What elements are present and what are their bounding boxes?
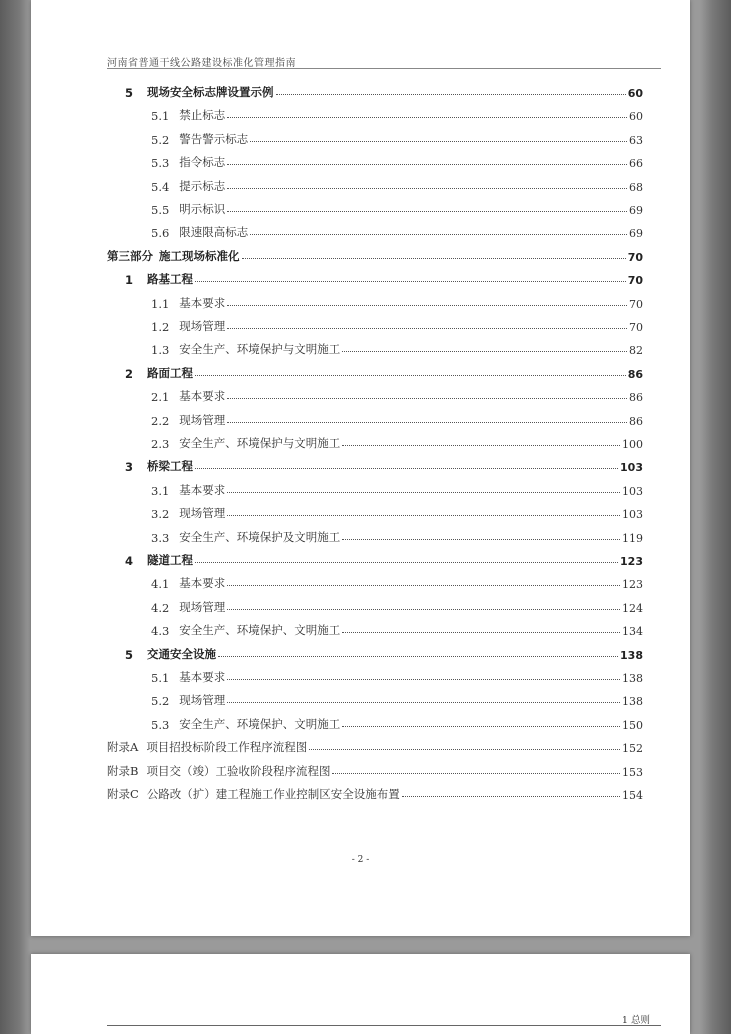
toc-entry[interactable] (151, 501, 643, 521)
toc-entry-page: 69 (629, 204, 643, 217)
toc-entry[interactable] (151, 220, 643, 240)
toc-entry[interactable] (151, 688, 643, 708)
toc-entry[interactable] (151, 571, 643, 591)
toc-leader-dots (227, 164, 627, 165)
toc-entry-page: 123 (622, 578, 643, 592)
toc-entry-number: 2.2 (151, 413, 170, 428)
toc-entry[interactable] (151, 337, 643, 357)
toc-entry-number: 5.4 (151, 179, 170, 194)
toc-entry-page: 103 (622, 508, 643, 522)
toc-entry-title: 明示标识 (179, 202, 226, 216)
toc-leader-dots (227, 585, 620, 586)
toc-leader-dots (227, 211, 627, 212)
toc-entry[interactable] (125, 454, 643, 474)
toc-entry-title: 路基工程 (147, 272, 194, 287)
toc-entry-page: 86 (629, 414, 643, 428)
toc-entry-title: 基本要求 (179, 670, 226, 684)
toc-entry-number: 4 (125, 554, 134, 568)
toc-entry-page: 103 (620, 461, 643, 475)
toc-entry-title: 基本要求 (179, 482, 226, 497)
toc-entry-number: 2.3 (151, 437, 170, 451)
page-number: - 2 - (351, 855, 370, 865)
toc-entry[interactable] (125, 548, 643, 568)
toc-entry-title: 施工现场标准化 (159, 248, 240, 263)
toc-entry-title: 现场管理 (179, 599, 226, 614)
toc-leader-dots (332, 773, 620, 774)
toc-entry[interactable] (151, 314, 643, 334)
toc-entry-title: 现场管理 (179, 506, 226, 521)
toc-entry[interactable] (107, 735, 643, 755)
toc-entry-title: 安全生产、环境保护及文明施工 (179, 529, 341, 544)
running-header: 河南省普通干线公路建设标准化管理指南 (107, 58, 296, 69)
toc-entry[interactable] (151, 150, 643, 170)
toc-entry-number: 5.3 (151, 717, 170, 732)
toc-entry-number: 2.1 (151, 390, 170, 405)
toc-leader-dots (218, 656, 618, 657)
toc-entry-number: 3.3 (151, 530, 170, 545)
toc-leader-dots (227, 609, 620, 610)
toc-entry-title: 基本要求 (179, 389, 226, 404)
next-page-header-rule (107, 1025, 661, 1026)
toc-entry-title: 公路改（扩）建工程施工作业控制区安全设施布置 (146, 787, 400, 801)
toc-entry-number: 3 (125, 460, 134, 475)
toc-entry-title: 现场管理 (179, 412, 226, 427)
toc-entry[interactable] (151, 174, 643, 194)
toc-entry-title: 警告警示标志 (179, 131, 249, 146)
toc-entry-page: 152 (622, 742, 643, 756)
toc-leader-dots (227, 398, 627, 399)
toc-leader-dots (227, 305, 627, 306)
toc-entry[interactable] (151, 618, 643, 638)
toc-entry-title: 现场管理 (179, 319, 226, 333)
toc-entry-number: 附录A (107, 740, 139, 755)
toc-entry-page: 69 (629, 227, 643, 241)
toc-entry-title: 安全生产、环境保护、文明施工 (179, 716, 341, 731)
toc-entry-title: 提示标志 (179, 178, 226, 193)
toc-entry-page: 119 (622, 531, 643, 545)
toc-leader-dots (342, 351, 627, 352)
toc-entry-page: 86 (629, 391, 643, 405)
toc-entry-title: 项目交（竣）工验收阶段程序流程图 (146, 763, 331, 778)
toc-entry-number: 3.1 (151, 483, 170, 498)
toc-entry[interactable] (151, 431, 643, 451)
toc-entry-page: 123 (620, 555, 643, 568)
toc-entry[interactable] (151, 103, 643, 123)
toc-entry[interactable] (125, 267, 643, 287)
toc-entry-page: 153 (622, 765, 643, 779)
toc-entry-page: 82 (629, 344, 643, 358)
header-rule (107, 68, 661, 69)
next-page-header: 1 总则 (621, 1015, 650, 1026)
toc-leader-dots (227, 515, 620, 516)
toc-entry-page: 70 (627, 274, 643, 288)
toc-entry-title: 交通安全设施 (147, 646, 217, 661)
toc-entry-page: 138 (622, 695, 643, 709)
toc-entry[interactable] (151, 127, 643, 147)
toc-entry-title: 指令标志 (179, 155, 226, 170)
toc-leader-dots (227, 679, 620, 680)
toc-entry-title: 项目招投标阶段工作程序流程图 (146, 740, 308, 755)
toc-entry[interactable] (151, 291, 643, 311)
toc-entry[interactable] (107, 244, 643, 264)
toc-entry-page: 86 (627, 367, 643, 381)
toc-leader-dots (227, 328, 627, 329)
toc-entry-page: 124 (622, 601, 643, 615)
toc-entry-page: 100 (622, 438, 643, 451)
toc-leader-dots (402, 796, 620, 797)
toc-entry[interactable] (151, 384, 643, 404)
toc-leader-dots (227, 117, 627, 118)
toc-entry-title: 基本要求 (179, 576, 226, 591)
toc-leader-dots (195, 562, 618, 563)
toc-entry[interactable] (151, 197, 643, 217)
toc-entry-page: 138 (620, 648, 643, 662)
toc-entry[interactable] (151, 595, 643, 615)
toc-entry-title: 隧道工程 (147, 553, 194, 567)
toc-entry-number: 4.2 (151, 600, 170, 615)
toc-entry-number: 5.1 (151, 109, 170, 124)
toc-leader-dots (309, 749, 620, 750)
toc-entry-title: 现场管理 (179, 693, 226, 708)
toc-entry-number: 2 (125, 366, 134, 381)
toc-leader-dots (250, 141, 627, 142)
toc-entry-title: 安全生产、环境保护与文明施工 (179, 436, 341, 450)
toc-entry-number: 5.3 (151, 156, 170, 171)
toc-leader-dots (250, 234, 627, 235)
toc-entry-number: 附录C (107, 787, 139, 801)
toc-entry-number: 1 (125, 273, 134, 288)
toc-entry-number: 3.2 (151, 507, 170, 522)
toc-entry[interactable] (151, 665, 643, 685)
toc-leader-dots (227, 422, 627, 423)
toc-entry-page: 68 (629, 180, 643, 194)
toc-entry-title: 路面工程 (147, 365, 194, 380)
toc-entry-page: 60 (629, 110, 643, 124)
toc-entry-number: 5.6 (151, 226, 170, 241)
toc-leader-dots (195, 281, 626, 282)
toc-entry[interactable] (107, 759, 643, 779)
toc-leader-dots (276, 94, 626, 95)
toc-entry-page: 138 (622, 672, 643, 685)
toc-entry-page: 154 (622, 789, 643, 802)
toc-entry[interactable] (151, 525, 643, 545)
toc-entry-number: 5 (125, 86, 134, 100)
toc-entry[interactable] (151, 712, 643, 732)
toc-entry-number: 5.2 (151, 132, 170, 147)
toc-entry-page: 63 (629, 133, 643, 147)
toc-entry-page: 150 (622, 718, 643, 732)
toc-leader-dots (195, 468, 618, 469)
toc-entry-page: 103 (622, 484, 643, 498)
toc-entry-number: 5.5 (151, 203, 170, 217)
toc-entry-title: 桥梁工程 (147, 459, 194, 474)
toc-entry[interactable] (151, 478, 643, 498)
toc-entry-title: 限速限高标志 (179, 225, 249, 240)
toc-leader-dots (227, 702, 620, 703)
toc-entry-number: 附录B (107, 763, 139, 778)
toc-entry-page: 60 (627, 87, 643, 100)
toc-entry-page: 70 (627, 250, 643, 264)
toc-entry[interactable] (151, 408, 643, 428)
toc-entry[interactable] (125, 642, 643, 662)
toc-entry-number: 4.3 (151, 624, 170, 639)
toc-leader-dots (195, 375, 626, 376)
toc-leader-dots (342, 726, 620, 727)
toc-leader-dots (342, 539, 620, 540)
toc-entry-title: 禁止标志 (179, 108, 226, 123)
document-page (31, 0, 690, 936)
toc-entry-page: 70 (629, 321, 643, 334)
toc-entry-title: 基本要求 (179, 295, 226, 310)
toc-entry-number: 5.2 (151, 694, 170, 709)
toc-entry-title: 安全生产、环境保护、文明施工 (179, 623, 341, 638)
toc-leader-dots (227, 188, 627, 189)
toc-entry-number: 5 (125, 647, 134, 662)
toc-entry-page: 134 (622, 625, 643, 639)
toc-entry[interactable] (125, 80, 643, 100)
toc-entry-number: 4.1 (151, 577, 170, 592)
toc-leader-dots (342, 632, 620, 633)
toc-leader-dots (227, 492, 620, 493)
toc-entry[interactable] (125, 361, 643, 381)
toc-entry-number: 1.2 (151, 320, 170, 334)
next-document-page (31, 954, 690, 1034)
toc-entry-number: 1.3 (151, 343, 170, 358)
toc-entry-number: 5.1 (151, 671, 170, 685)
toc-leader-dots (242, 258, 626, 259)
toc-entry-title: 现场安全标志牌设置示例 (147, 85, 274, 99)
toc-entry-number: 1.1 (151, 296, 170, 311)
toc-entry[interactable] (107, 782, 643, 802)
toc-entry-page: 70 (629, 297, 643, 311)
toc-leader-dots (342, 445, 620, 446)
toc-entry-title: 安全生产、环境保护与文明施工 (179, 342, 341, 357)
toc-entry-page: 66 (629, 157, 643, 171)
toc-entry-number: 第三部分 (107, 248, 153, 263)
